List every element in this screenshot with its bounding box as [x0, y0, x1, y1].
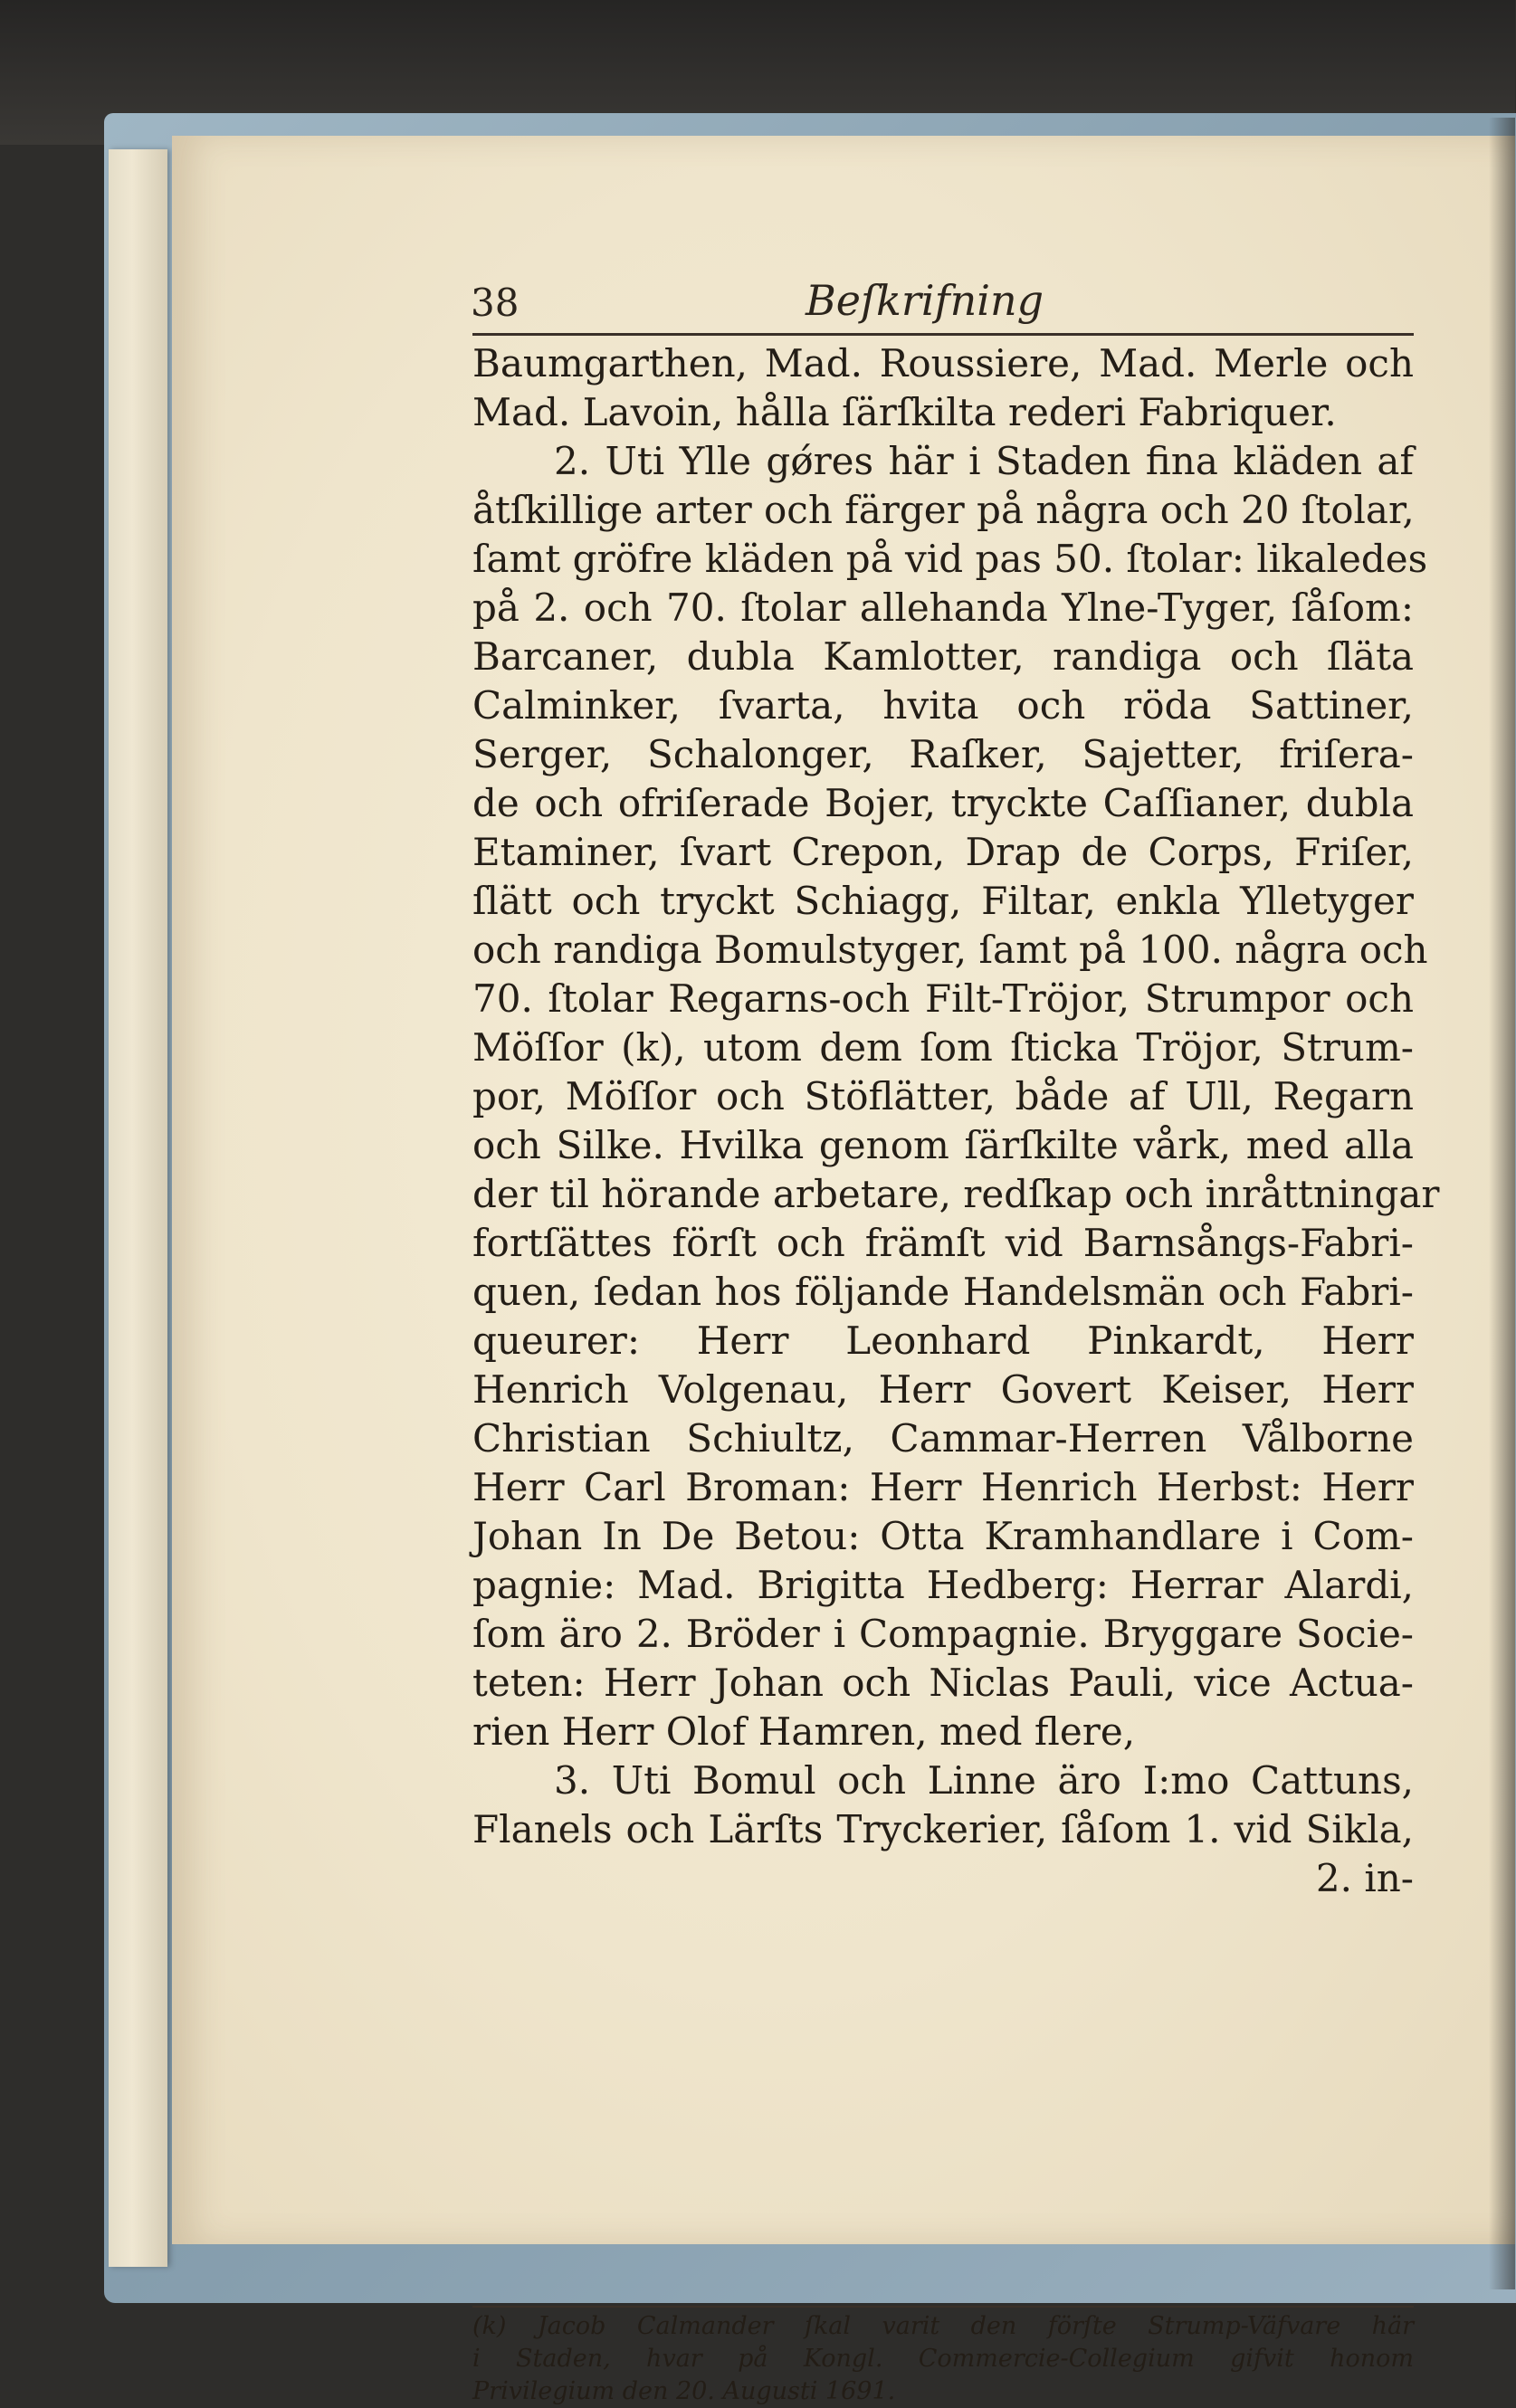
footnote-line: (k) Jacob Calmander ſkal varit den förſte Strump-Väfvare här — [472, 2312, 1414, 2340]
text-line: pagnie: Mad. Brigitta Hedberg: Herrar Alardi, — [472, 1563, 1414, 1607]
text-line: ſlätt och tryckt Schiagg, Filtar, enkla Ylletyger — [472, 879, 1414, 923]
text-line: Barcaner, dubla Kamlotter, randiga och ſläta — [472, 634, 1414, 679]
footnote-rule — [472, 2306, 1414, 2308]
body-text — [472, 339, 1440, 1903]
footnote-line: Privilegium den 20. Augusti 1691. — [472, 2377, 896, 2405]
text-line: på 2. och 70. ſtolar allehanda Ylne-Tyger, ſåſom: — [472, 585, 1414, 630]
text-line: och randiga Bomulstyger, ſamt på 100. några och — [472, 928, 1428, 972]
text-line: der til hörande arbetare, redſkap och inråttningar — [472, 1172, 1440, 1216]
text-line: quen, ſedan hos följande Handelsmän och Fabri- — [472, 1270, 1414, 1314]
footnote — [472, 2310, 1414, 2408]
text-line: de och ofriſerade Bojer, tryckte Caſſianer, dubla — [472, 781, 1414, 825]
text-line: queurer: Herr Leonhard Pinkardt, Herr — [472, 1318, 1414, 1363]
text-line: rien Herr Olof Hamren, med flere, — [472, 1709, 1136, 1754]
text-line: Etaminer, ſvart Crepon, Drap de Corps, Friſer, — [472, 830, 1414, 874]
page-edges — [109, 149, 167, 2267]
paragraph-start-line: 3. Uti Bomul och Linne äro I:mo Cattuns, — [554, 1758, 1414, 1803]
text-line: ſamt gröfre kläden på vid pas 50. ſtolar: likaledes — [472, 537, 1428, 581]
text-line: Christian Schiultz, Cammar-Herren Vålborne — [472, 1416, 1414, 1461]
header-rule — [472, 333, 1414, 336]
text-line: Baumgarthen, Mad. Roussiere, Mad. Merle och — [472, 341, 1414, 385]
paragraph-start-line: 2. Uti Ylle gǿres här i Staden fina kläden af — [554, 439, 1414, 483]
page-shadow — [1489, 118, 1515, 2289]
text-line: 70. ſtolar Regarns-och Filt-Tröjor, Strumpor och — [472, 976, 1414, 1021]
text-line: Serger, Schalonger, Raſker, Sajetter, friſera- — [472, 732, 1414, 776]
text-line: Calminker, ſvarta, hvita och röda Sattiner, — [472, 683, 1414, 728]
footnote-line: i Staden, hvar på Kongl. Commercie-Collegium gifvit honom — [472, 2345, 1414, 2373]
running-title: Beſkrifning — [806, 276, 1044, 325]
text-line: Flanels och Lärſts Tryckerier, ſåſom 1. vid Sikla, — [472, 1807, 1414, 1851]
text-line: Johan In De Betou: Otta Kramhandlare i Com- — [472, 1514, 1414, 1558]
text-line: Möſſor (k), utom dem ſom ſticka Tröjor, Strum- — [472, 1025, 1414, 1070]
page-number: 38 — [471, 281, 520, 325]
text-line: Mad. Lavoin, hålla ſärſkilta rederi Fabriquer. — [472, 390, 1337, 434]
text-line: ſom äro 2. Bröder i Compagnie. Bryggare Socie- — [472, 1612, 1414, 1656]
text-line: åtſkillige arter och färger på några och 20 ſtolar, — [472, 488, 1415, 532]
text-line: Henrich Volgenau, Herr Govert Keiser, Herr — [472, 1367, 1414, 1412]
text-line: Herr Carl Broman: Herr Henrich Herbst: Herr — [472, 1465, 1414, 1509]
catchword: 2. in- — [1315, 1856, 1414, 1900]
text-line: och Silke. Hvilka genom ſärſkilte vårk, med alla — [472, 1123, 1414, 1167]
text-line: teten: Herr Johan och Niclas Pauli, vice Actua- — [472, 1661, 1414, 1705]
text-line: fortſättes förſt och främſt vid Barnsångs-Fabri- — [472, 1221, 1414, 1265]
text-line: por, Möſſor och Stöflätter, både af Ull, Regarn — [472, 1074, 1414, 1118]
